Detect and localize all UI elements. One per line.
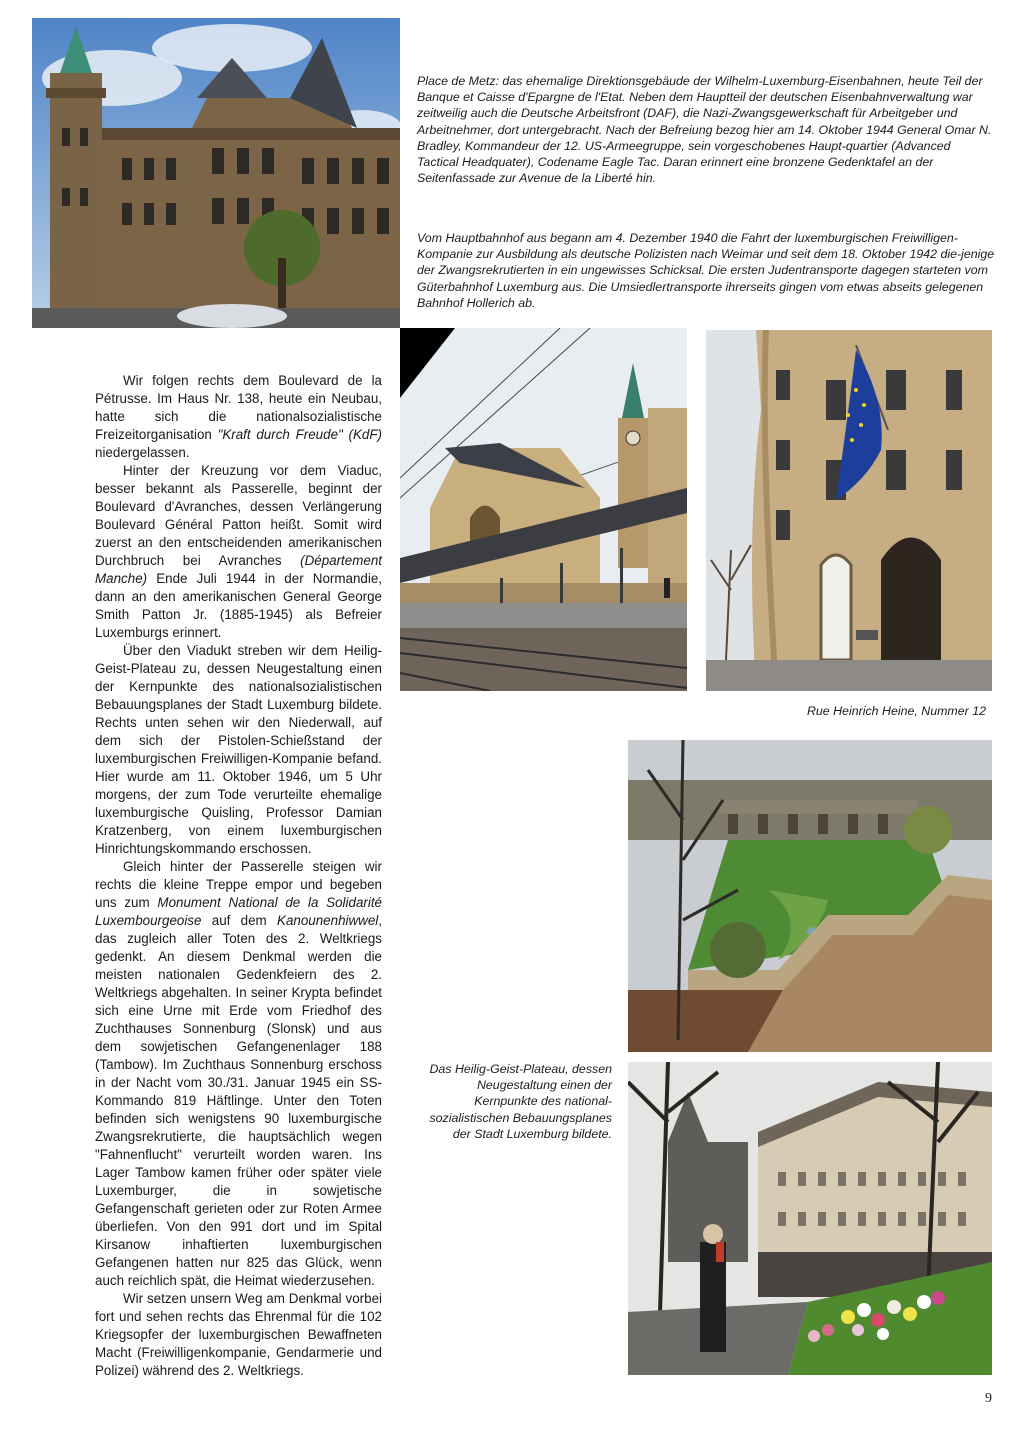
caption-heinrich-heine-text: Rue Heinrich Heine, Nummer 12 <box>806 704 986 718</box>
caption-place-de-metz-text: Place de Metz: das ehemalige Direktionsgebäude der Wilhelm-Luxemburg-Eisenbahnen, heute Teil der Banque et Caisse d'Epargne de l'Etat. Neben dem Hauptteil der deutschen Eisenbahnverwaltung war zeitweilig auch die Deutsche Arbeitsfront (DAF), die Nazi-Zwangsgewerkschaft für Arbeitgeber und Arbeitnehmer, dort untergebracht. Nach der Befreiung bezog hier am 14. Oktober 1944 General Omar N. Bradley, Kommandeur der 12. US-Armeegruppe, sein vorgeschobenes Haupt-quartier (Advanced Tactical Headquater), Codename Eagle Tac. Daran erinnert eine bronzene Gedenktafel an der Seitenfassade zur Avenue de la Liberté hin. <box>417 74 992 186</box>
caption-hauptbahnhof-text: Vom Hauptbahnhof aus begann am 4. Dezember 1940 die Fahrt der luxemburgischen Freiwilligen-Kompanie zur Ausbildung als deutsche Polizisten nach Weimar und seit dem 18. Oktober 1942 die-jenige der Zwangsrekrutierten in ein ungewisses Schicksal. Die ersten Judentransporte dagegen starteten vom Güterbahnhof Luxemburg aus. Die Umsiedlertransporte ihrerseits gingen vom etwas abseits gelegenen Bahnhof Hollerich ab. <box>417 231 995 310</box>
paragraph-2: Hinter der Kreuzung vor dem Viaduc, besser bekannt als Passerelle, beginnt der Boulevard d'Avranches, dessen Verlängerung Boulevard Général Patton heißt. Somit wird zuerst an den entscheidenden amerikanischen Durchbruch bei Avranches (Département Manche) Ende Juli 1944 in der Normandie, dann an den amerikanischen General George Smith Patton Jr. (1885-1945) als Befreier Luxemburgs erinnert. <box>95 463 382 640</box>
paragraph-3: Über den Viadukt streben wir dem Heilig-Geist-Plateau zu, dessen Neugestaltung einen der Kernpunkte des nationalsozialistischen Bebauungsplanes der Stadt Luxemburg bildete. Rechts unten sehen wir den Niederwall, auf dem sich der Pistolen-Schießstand der luxemburgischen Freiwilligen-Kompanie befand. Hier wurde am 11. Oktober 1946, um 5 Uhr morgens, der zum Tode verurteilte ehemalige luxemburgische Quisling, Professor Damian Kratzenberg, von einem luxemburgischen Hinrichtungskommando erschossen. <box>95 643 382 856</box>
caption-heinrich-heine <box>706 703 986 719</box>
photo-rue-heinrich-heine <box>706 330 992 691</box>
paragraph-1: Wir folgen rechts dem Boulevard de la Pétrusse. Im Haus Nr. 138, heute ein Neubau, hatte sich die nationalsozialistische Freizeitorganisation "Kraft durch Freude" (KdF) niedergelassen. <box>95 373 382 460</box>
page-number: 9 <box>985 1391 992 1406</box>
photo-heilig-geist-plateau-view <box>628 740 992 1052</box>
photo-hauptbahnhof <box>400 328 687 691</box>
photo-place-de-metz <box>32 18 400 328</box>
photo-monument-flowers <box>628 1062 992 1375</box>
paragraph-5: Wir setzen unsern Weg am Denkmal vorbei fort und sehen rechts das Ehrenmal für die 102 Kriegsopfer der luxemburgischen Bewaffneten Macht (Freiwilligenkompanie, Gendarmerie und Polizei) während des 2. Weltkriegs. <box>95 1291 382 1378</box>
caption-heilig-geist <box>420 1061 612 1142</box>
paragraph-4: Gleich hinter der Passerelle steigen wir rechts die kleine Treppe empor und begeben uns zum Monument National de la Solidarité Luxembourgeoise auf dem Kanounenhiwwel, das zugleich aller Toten des 2. Weltkriegs gedenkt. An diesem Denkmal werden die meisten nationalen Gedenkfeiern des 2. Weltkriegs abgehalten. In seiner Krypta befindet sich eine Urne mit Erde vom Friedhof des Zuchthauses Sonnenburg (Slonsk) und aus dem sowjetischen Gefangenenlager 188 (Tambow). Im Zuchthaus Sonnenburg erschoss in der Nacht vom 30./31. Januar 1945 ein SS-Kommando 819 Häftlinge. Unter den Toten befinden sich wenigstens 90 luxemburgische Zwangsrekrutierte, die hauptsächlich wegen "Fahnenflucht" verurteilt worden waren. Ins Lager Tambow kamen früher oder später viele Luxemburger, die in sowjetische Gefangenschaft gerieten oder zur Roten Armee überliefen. Von den 991 dort und im Spital Kirsanow inhaftierten luxemburgischen Gefangenen hatten nur 825 das Glück, wenn auch reichlich spät, die Heimat wiederzusehen. <box>95 859 383 1288</box>
caption-hauptbahnhof <box>417 230 995 311</box>
caption-place-de-metz <box>417 73 995 186</box>
caption-heilig-geist-text: Das Heilig-Geist-Plateau, dessen Neugestaltung einen der Kernpunkte des national-sozialistischen Bebauungsplanes der Stadt Luxemburg bildete. <box>429 1062 612 1141</box>
body-text-column <box>95 372 382 1380</box>
